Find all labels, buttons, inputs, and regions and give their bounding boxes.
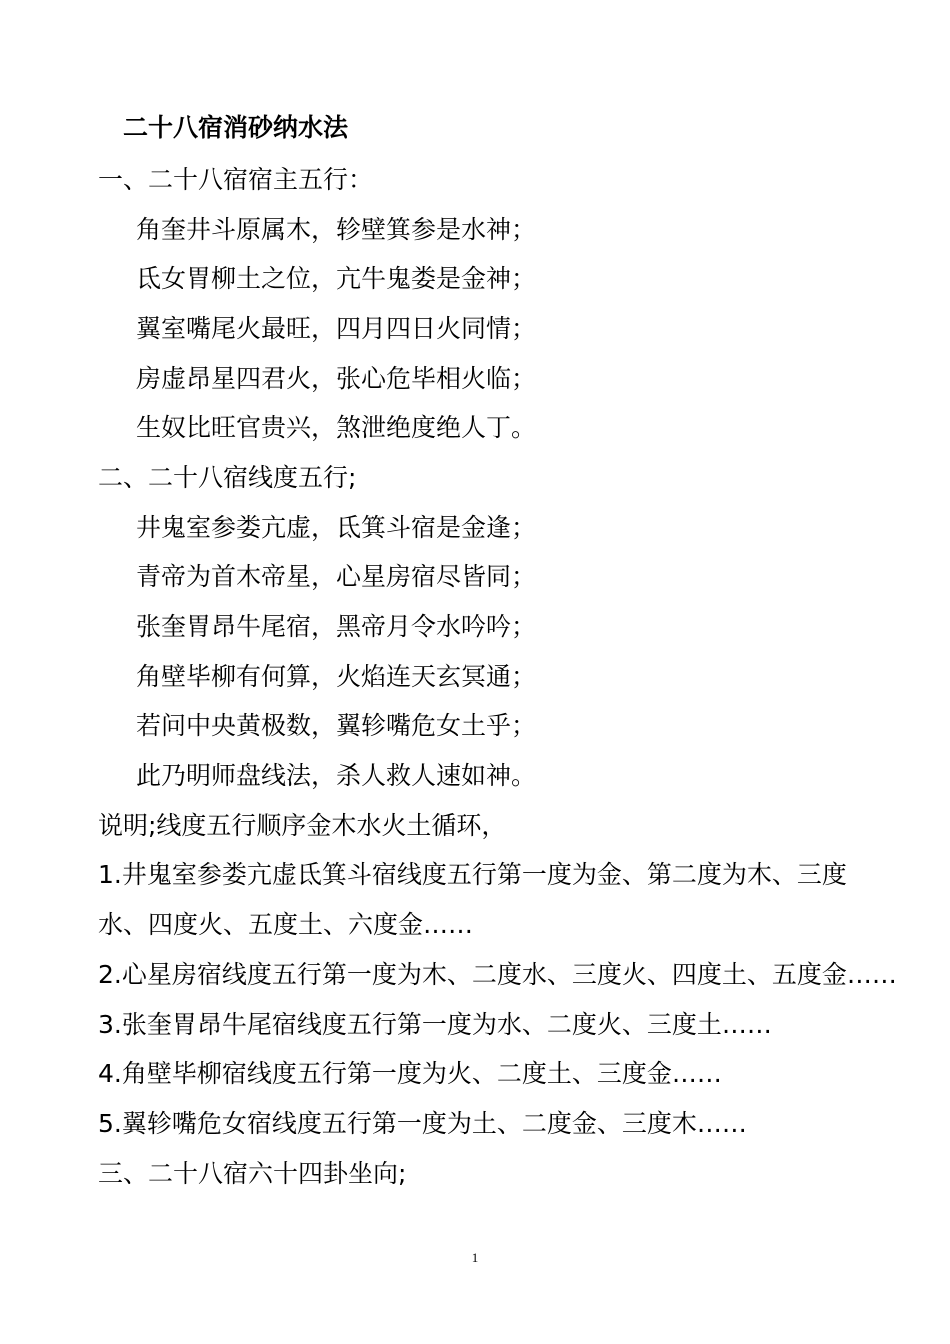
page-number: 1 — [471, 1250, 479, 1265]
section-2-verse: 此乃明师盘线法，杀人救人速如神。 — [136, 761, 537, 790]
explanation-note: 1.井鬼室参娄亢虚氐箕斗宿线度五行第一度为金、第二度为木、三度 — [98, 860, 847, 889]
section-2-verse: 井鬼室参娄亢虚，氐箕斗宿是金逢； — [136, 513, 537, 542]
section-1-heading: 一、二十八宿宿主五行： — [98, 165, 374, 194]
explanation-note: 水、四度火、五度土、六度金…… — [98, 910, 474, 939]
section-1-verse: 角奎井斗原属木，轸壁箕参是水神； — [136, 215, 537, 244]
section-1-verse: 房虚昂星四君火，张心危毕相火临； — [136, 364, 537, 393]
section-1-verse: 翼室嘴尾火最旺，四月四日火同情； — [136, 314, 537, 343]
section-3-heading: 三、二十八宿六十四卦坐向; — [98, 1159, 407, 1188]
document-title: 二十八宿消砂纳水法 — [123, 113, 349, 142]
section-2-verse: 角壁毕柳有何算，火焰连天玄冥通； — [136, 662, 537, 691]
explanation-note: 3.张奎胃昂牛尾宿线度五行第一度为水、二度火、三度土…… — [98, 1010, 772, 1039]
section-1-verse: 生奴比旺官贵兴，煞泄绝度绝人丁。 — [136, 413, 537, 442]
explanation-note: 4.角壁毕柳宿线度五行第一度为火、二度土、三度金…… — [98, 1059, 722, 1088]
explanation-note: 2.心星房宿线度五行第一度为木、二度水、三度火、四度土、五度金…… — [98, 960, 897, 989]
section-2-verse: 张奎胃昂牛尾宿，黑帝月令水吟吟； — [136, 612, 537, 641]
section-2-heading: 二、二十八宿线度五行; — [98, 463, 357, 492]
section-2-verse: 若问中央黄极数，翼轸嘴危女土乎； — [136, 711, 537, 740]
section-2-verse: 青帝为首木帝星，心星房宿尽皆同； — [136, 562, 537, 591]
section-1-verse: 氐女胃柳土之位，亢牛鬼娄是金神； — [136, 264, 537, 293]
explanation-note: 5.翼轸嘴危女宿线度五行第一度为土、二度金、三度木…… — [98, 1109, 747, 1138]
explanation-heading: 说明;线度五行顺序金木水火土循环， — [98, 811, 507, 840]
